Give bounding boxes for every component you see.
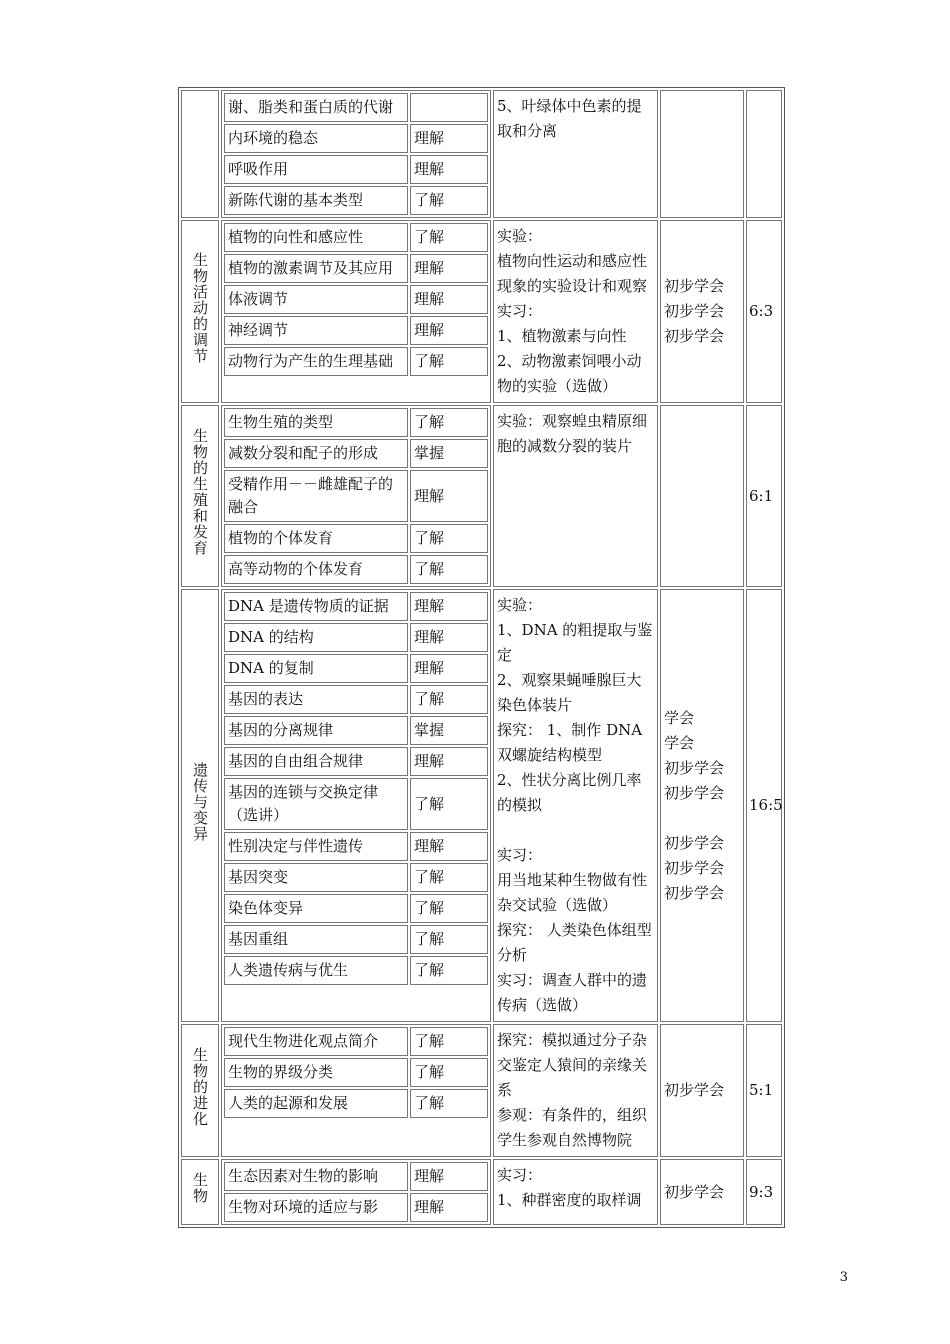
topic-row xyxy=(224,1027,488,1056)
topics-cell xyxy=(221,589,491,1022)
topic-row xyxy=(224,1193,488,1222)
section-title-cell xyxy=(181,90,219,218)
requirement-cell: 学会 学会 初步学会 初步学会 初步学会 初步学会 初步学会 xyxy=(660,589,744,1022)
topic-row xyxy=(224,1162,488,1191)
section-title: 遗传与变异 xyxy=(191,761,209,842)
syllabus-table xyxy=(178,87,785,1228)
requirement-cell: 初步学会 初步学会 初步学会 xyxy=(660,220,744,403)
topic-row xyxy=(224,470,488,522)
topic-name: 生物对环境的适应与影 xyxy=(224,1193,408,1222)
topic-row xyxy=(224,1089,488,1118)
topics-cell xyxy=(221,220,491,403)
topic-name: 高等动物的个体发育 xyxy=(224,555,408,584)
topic-level: 了解 xyxy=(410,1027,488,1056)
experiment-cell: 实验：观察蝗虫精原细胞的减数分裂的装片 xyxy=(493,405,658,587)
topics-table xyxy=(222,406,490,586)
topic-level: 了解 xyxy=(410,685,488,714)
section-title-cell xyxy=(181,220,219,403)
topics-table xyxy=(222,1025,490,1120)
topic-name: 动物行为产生的生理基础 xyxy=(224,347,408,376)
topic-level: 了解 xyxy=(410,186,488,215)
topic-level: 理解 xyxy=(410,254,488,283)
topic-level: 理解 xyxy=(410,1162,488,1191)
experiment-cell: 探究：模拟通过分子杂交鉴定人猿间的亲缘关系 参观：有条件的，组织学生参观自然博物院 xyxy=(493,1024,658,1157)
topic-level: 理解 xyxy=(410,316,488,345)
topic-name: DNA 的结构 xyxy=(224,623,408,652)
section-title: 生物的进化 xyxy=(191,1046,209,1127)
topic-row xyxy=(224,1058,488,1087)
topic-level: 了解 xyxy=(410,223,488,252)
requirement-cell: 初步学会 xyxy=(660,1159,744,1225)
topic-level: 了解 xyxy=(410,925,488,954)
topic-row xyxy=(224,863,488,892)
topic-row xyxy=(224,956,488,985)
topic-row xyxy=(224,592,488,621)
topic-level: 了解 xyxy=(410,555,488,584)
topic-row xyxy=(224,285,488,314)
topic-row xyxy=(224,654,488,683)
experiment-cell: 实验： 植物向性运动和感应性现象的实验设计和观察 实习： 1、植物激素与向性 2、动物激素饲喂小动物的实验（选做） xyxy=(493,220,658,403)
topic-level: 掌握 xyxy=(410,439,488,468)
topic-level: 了解 xyxy=(410,956,488,985)
topic-level: 了解 xyxy=(410,347,488,376)
topic-name: 现代生物进化观点简介 xyxy=(224,1027,408,1056)
topic-name: 新陈代谢的基本类型 xyxy=(224,186,408,215)
topic-row xyxy=(224,223,488,252)
topic-row xyxy=(224,685,488,714)
section-title: 生物活动的调节 xyxy=(191,251,209,364)
syllabus-table-container xyxy=(178,87,783,1228)
topic-row xyxy=(224,623,488,652)
topic-level: 理解 xyxy=(410,654,488,683)
topics-cell xyxy=(221,1024,491,1157)
topic-row xyxy=(224,124,488,153)
topics-table xyxy=(222,590,490,987)
topic-name: 人类遗传病与优生 xyxy=(224,956,408,985)
topic-level: 理解 xyxy=(410,285,488,314)
topics-cell xyxy=(221,90,491,218)
topic-row xyxy=(224,524,488,553)
page-number: 3 xyxy=(839,1270,848,1285)
section-title-cell xyxy=(181,1159,219,1225)
topics-table xyxy=(222,1160,490,1224)
topic-row xyxy=(224,778,488,830)
topic-name: 人类的起源和发展 xyxy=(224,1089,408,1118)
section-title: 生物 xyxy=(191,1172,209,1204)
ratio-cell xyxy=(746,90,782,218)
topics-table xyxy=(222,221,490,378)
topic-level: 了解 xyxy=(410,778,488,830)
topic-row xyxy=(224,925,488,954)
topic-name: 染色体变异 xyxy=(224,894,408,923)
topic-row xyxy=(224,832,488,861)
section-row xyxy=(181,90,782,218)
ratio-cell: 6:3 xyxy=(746,220,782,403)
topic-level: 了解 xyxy=(410,1089,488,1118)
section-row xyxy=(181,405,782,587)
topic-name: 生态因素对生物的影响 xyxy=(224,1162,408,1191)
topic-level: 了解 xyxy=(410,1058,488,1087)
section-row xyxy=(181,1159,782,1225)
section-title: 生物的生殖和发育 xyxy=(191,428,209,556)
topic-level: 了解 xyxy=(410,863,488,892)
topic-row xyxy=(224,555,488,584)
topics-cell xyxy=(221,1159,491,1225)
topic-name: 植物的向性和感应性 xyxy=(224,223,408,252)
topic-row xyxy=(224,254,488,283)
section-title-cell xyxy=(181,589,219,1022)
topic-level: 理解 xyxy=(410,470,488,522)
topic-name: 生物生殖的类型 xyxy=(224,408,408,437)
topic-row xyxy=(224,894,488,923)
topic-name: 植物的激素调节及其应用 xyxy=(224,254,408,283)
requirement-cell: 初步学会 xyxy=(660,1024,744,1157)
topic-level: 理解 xyxy=(410,592,488,621)
experiment-cell: 5、叶绿体中色素的提取和分离 xyxy=(493,90,658,218)
requirement-cell xyxy=(660,405,744,587)
topic-name: 基因突变 xyxy=(224,863,408,892)
topic-name: 呼吸作用 xyxy=(224,155,408,184)
topic-level: 理解 xyxy=(410,124,488,153)
section-row xyxy=(181,589,782,1022)
section-row xyxy=(181,1024,782,1157)
topic-name: 生物的界级分类 xyxy=(224,1058,408,1087)
topic-level: 了解 xyxy=(410,894,488,923)
topic-row xyxy=(224,439,488,468)
topic-name: 基因的连锁与交换定律（选讲） xyxy=(224,778,408,830)
topic-name: 性别决定与伴性遗传 xyxy=(224,832,408,861)
topic-name: 基因重组 xyxy=(224,925,408,954)
topic-level: 理解 xyxy=(410,747,488,776)
topic-name: 谢、脂类和蛋白质的代谢 xyxy=(224,93,408,122)
topic-level: 理解 xyxy=(410,832,488,861)
topic-level: 掌握 xyxy=(410,716,488,745)
topic-level: 了解 xyxy=(410,408,488,437)
topic-row xyxy=(224,747,488,776)
topic-row xyxy=(224,716,488,745)
section-title-cell xyxy=(181,405,219,587)
topic-level: 理解 xyxy=(410,1193,488,1222)
section-row xyxy=(181,220,782,403)
topic-level xyxy=(410,93,488,122)
topic-name: DNA 的复制 xyxy=(224,654,408,683)
experiment-cell: 实习： 1、种群密度的取样调 xyxy=(493,1159,658,1225)
topics-cell xyxy=(221,405,491,587)
topic-level: 理解 xyxy=(410,623,488,652)
topic-name: 植物的个体发育 xyxy=(224,524,408,553)
topic-level: 了解 xyxy=(410,524,488,553)
topic-row xyxy=(224,347,488,376)
topics-table xyxy=(222,91,490,217)
topic-row xyxy=(224,186,488,215)
topic-name: DNA 是遗传物质的证据 xyxy=(224,592,408,621)
topic-row xyxy=(224,316,488,345)
requirement-cell xyxy=(660,90,744,218)
ratio-cell: 5:1 xyxy=(746,1024,782,1157)
topic-name: 基因的表达 xyxy=(224,685,408,714)
ratio-cell: 9:3 xyxy=(746,1159,782,1225)
topic-name: 内环境的稳态 xyxy=(224,124,408,153)
topic-row xyxy=(224,155,488,184)
experiment-cell: 实验： 1、DNA 的粗提取与鉴定 2、观察果蝇唾腺巨大染色体装片 探究： 1、制作 DNA 双螺旋结构模型 2、性状分离比例几率的模拟 实习： 用当地某种生物做有性杂交试验（选做） 探究： 人类染色体组型分析 实习：调查人群中的遗传病（选做） xyxy=(493,589,658,1022)
ratio-cell: 16:5 xyxy=(746,589,782,1022)
topic-name: 神经调节 xyxy=(224,316,408,345)
topic-level: 理解 xyxy=(410,155,488,184)
ratio-cell: 6:1 xyxy=(746,405,782,587)
topic-name: 体液调节 xyxy=(224,285,408,314)
topic-row xyxy=(224,93,488,122)
topic-name: 减数分裂和配子的形成 xyxy=(224,439,408,468)
topic-name: 基因的自由组合规律 xyxy=(224,747,408,776)
topic-row xyxy=(224,408,488,437)
topic-name: 受精作用－－雌雄配子的融合 xyxy=(224,470,408,522)
topic-name: 基因的分离规律 xyxy=(224,716,408,745)
section-title-cell xyxy=(181,1024,219,1157)
